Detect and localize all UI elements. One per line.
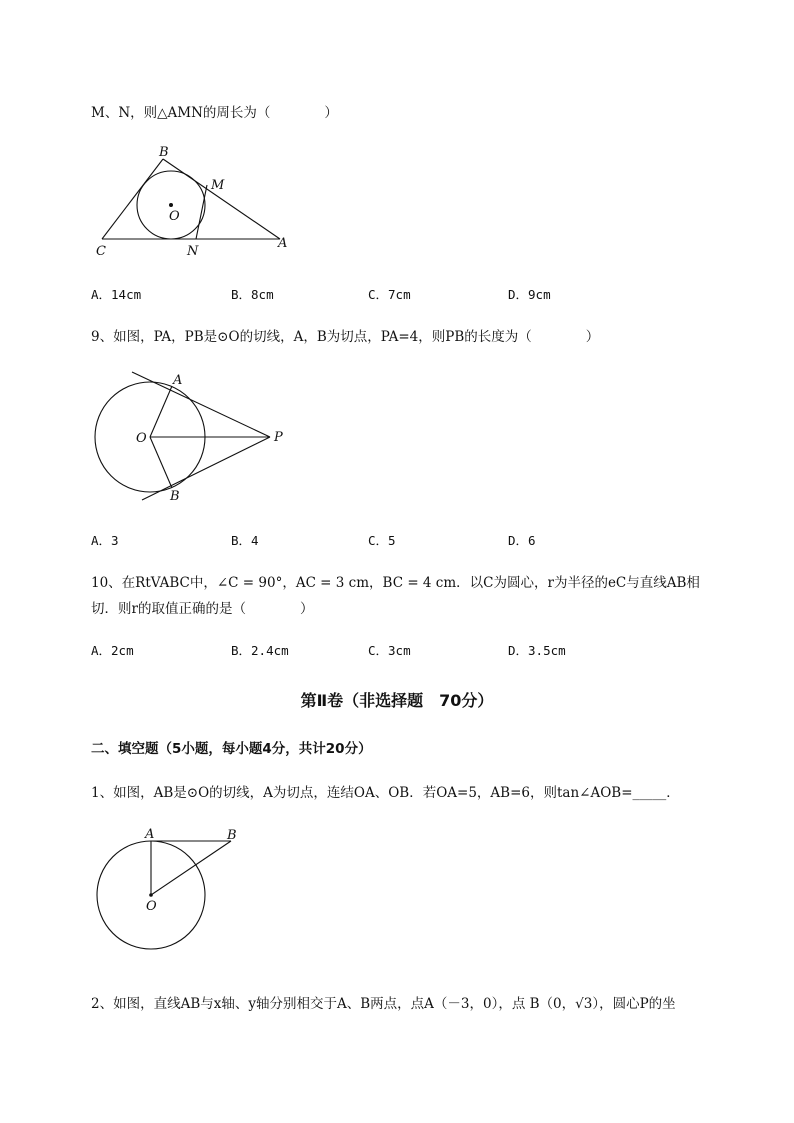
q8-center-dot [169,203,173,207]
q8-side-ba [163,159,280,239]
q8-stem-tail: M、N，则△AMN的周长为（ ） [91,105,338,121]
q9-label-a: A [173,373,183,388]
f1-label-o: O [146,899,157,914]
f1-stem: 1、如图，AB是⊙O的切线，A为切点，连结OA、OB．若OA=5，AB=6，则tan∠AOB=_____． [91,785,680,801]
q10-option-b: B．2.4cm [231,643,289,658]
q8-tangent-mn [196,185,207,239]
q8-option-c: C．7cm [368,287,411,302]
q9-option-d: D．6 [508,533,536,548]
q8-label-a: A [278,236,288,251]
q9-label-o: O [136,431,147,446]
section2-heading: 二、填空题（5小题，每小题4分，共计20分） [91,741,372,757]
q8-side-cb [102,159,163,239]
q9-label-p: P [274,430,283,445]
f2-stem: 2、如图，直线AB与x轴、y轴分别相交于A、B两点，点A（－3，0），点 B（0，√3），圆心P的坐 [91,996,676,1012]
q10-stem-line2: 切．则r的取值正确的是（ ） [91,601,314,617]
q9-stem: 9、如图，PA，PB是⊙O的切线，A，B为切点，PA=4，则PB的长度为（ ） [91,329,600,345]
f1-label-b: B [227,828,237,843]
q10-option-a: A．2cm [91,643,134,658]
q8-option-d: D．9cm [508,287,551,302]
q9-option-b: B．4 [231,533,259,548]
q8-label-b: B [159,145,169,160]
f1-segment-ob [151,841,231,895]
q10-option-c: C．3cm [368,643,411,658]
q10-option-d: D．3.5cm [508,643,566,658]
q9-figure [90,368,300,508]
part2-title: 第Ⅱ卷（非选择题 70分） [300,691,494,710]
q8-option-a: A．14cm [91,287,142,302]
q9-tangent-pb [142,437,270,500]
q8-figure [90,142,310,262]
q9-radius-oa [150,386,172,437]
q8-label-c: C [96,244,106,259]
q8-label-n: N [187,244,199,259]
q9-option-a: A．3 [91,533,119,548]
q9-tangent-pa [132,372,270,437]
q9-label-b: B [170,489,180,504]
q8-option-b: B．8cm [231,287,274,302]
f1-center-dot [149,893,153,897]
q10-stem-line1: 10、在RtVABC中，∠C = 90°，AC = 3 cm，BC = 4 cm．以C为圆心，r为半径的eC与直线AB相 [91,575,700,591]
f1-label-a: A [145,827,155,842]
q9-radius-ob [150,437,172,488]
f1-figure [90,826,260,956]
q9-option-c: C．5 [368,533,396,548]
q8-label-m: M [211,178,225,193]
q8-label-o: O [169,209,180,224]
